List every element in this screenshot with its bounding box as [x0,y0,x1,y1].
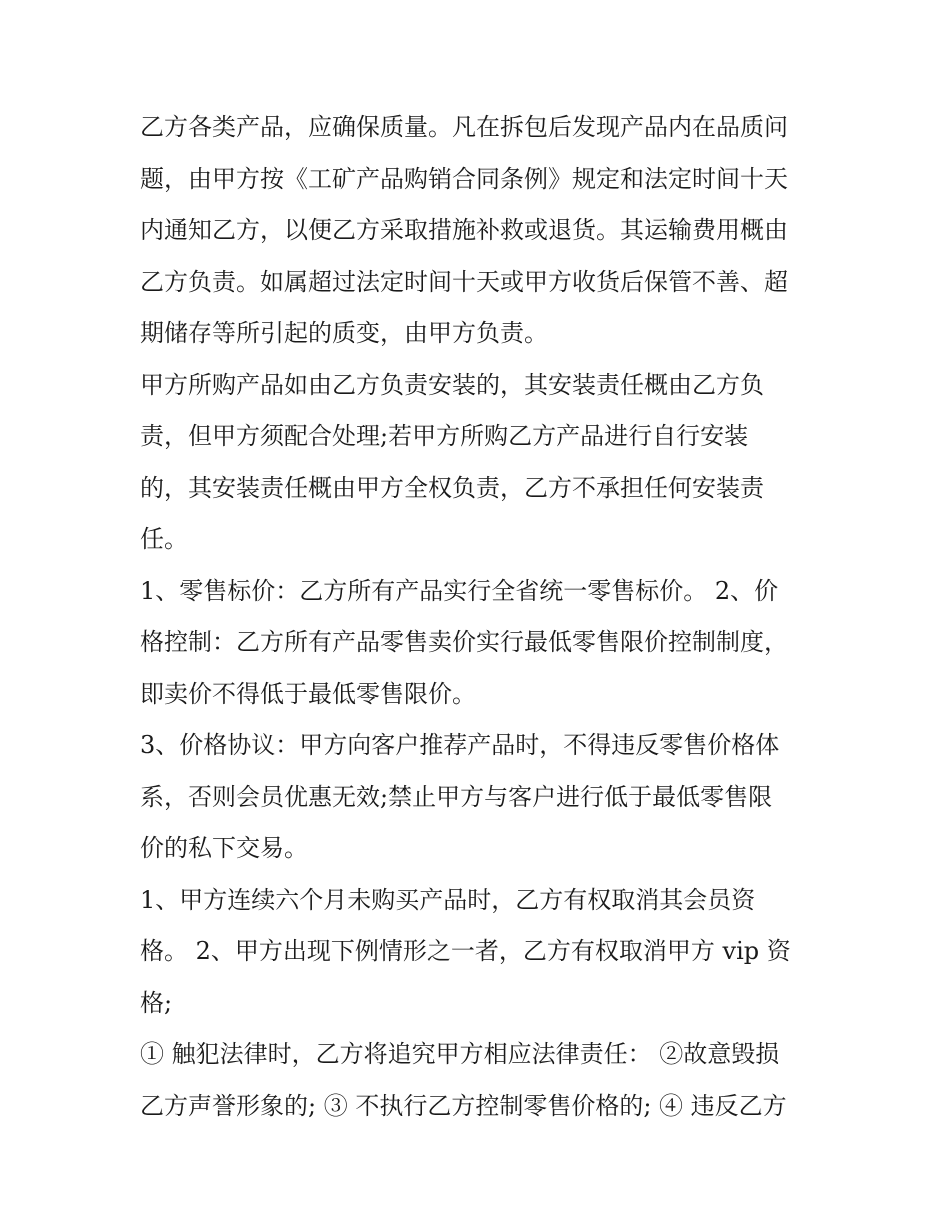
document-body [140,102,820,1132]
text-line: 乙方声誉形象的; ③ 不执行乙方控制零售价格的; ④ 违反乙方 [140,1091,787,1120]
paragraph-quality [140,102,820,360]
text-line: 系，否则会员优惠无效;禁止甲方与客户进行低于最低零售限 [140,782,773,811]
text-line: 期储存等所引起的质变，由甲方负责。 [140,319,548,347]
text-line: 的，其安装责任概由甲方全权负责，乙方不承担任何安装责 [140,473,764,502]
text-line: 题，由甲方按《工矿产品购销合同条例》规定和法定时间十天 [140,164,788,193]
paragraph-price-agreement [140,720,820,875]
text-line: 乙方负责。如属超过法定时间十天或甲方收货后保管不善、超 [140,267,788,296]
text-line: 即卖价不得低于最低零售限价。 [140,679,476,708]
text-line: 1、甲方连续六个月未购买产品时，乙方有权取消其会员资 [140,885,756,914]
text-line: ① 触犯法律时，乙方将追究甲方相应法律责任： ②故意毁损 [140,1040,780,1068]
text-line: 甲方所购产品如由乙方负责安装的，其安装责任概由乙方负 [140,370,764,399]
text-line: 3、价格协议：甲方向客户推荐产品时，不得违反零售价格体 [140,731,780,759]
text-line: 格。 2、甲方出现下例情形之一者，乙方有权取消甲方 vip 资 [140,937,791,965]
text-line: 格; [140,988,173,1017]
text-line: 任。 [140,525,188,553]
text-line: 价的私下交易。 [140,834,308,862]
text-line: 1、零售标价：乙方所有产品实行全省统一零售标价。 2、价 [140,576,779,605]
paragraph-price-control [140,566,820,721]
text-line: 乙方各类产品，应确保质量。凡在拆包后发现产品内在品质问 [140,113,788,141]
paragraph-membership [140,875,820,1030]
text-line: 责，但甲方须配合处理;若甲方所购乙方产品进行自行安装 [140,422,749,450]
text-line: 内通知乙方，以便乙方采取措施补救或退货。其运输费用概由 [140,216,788,244]
paragraph-violations [140,1029,820,1132]
text-line: 格控制：乙方所有产品零售卖价实行最低零售限价控制制度， [140,628,788,656]
paragraph-installation [140,360,820,566]
